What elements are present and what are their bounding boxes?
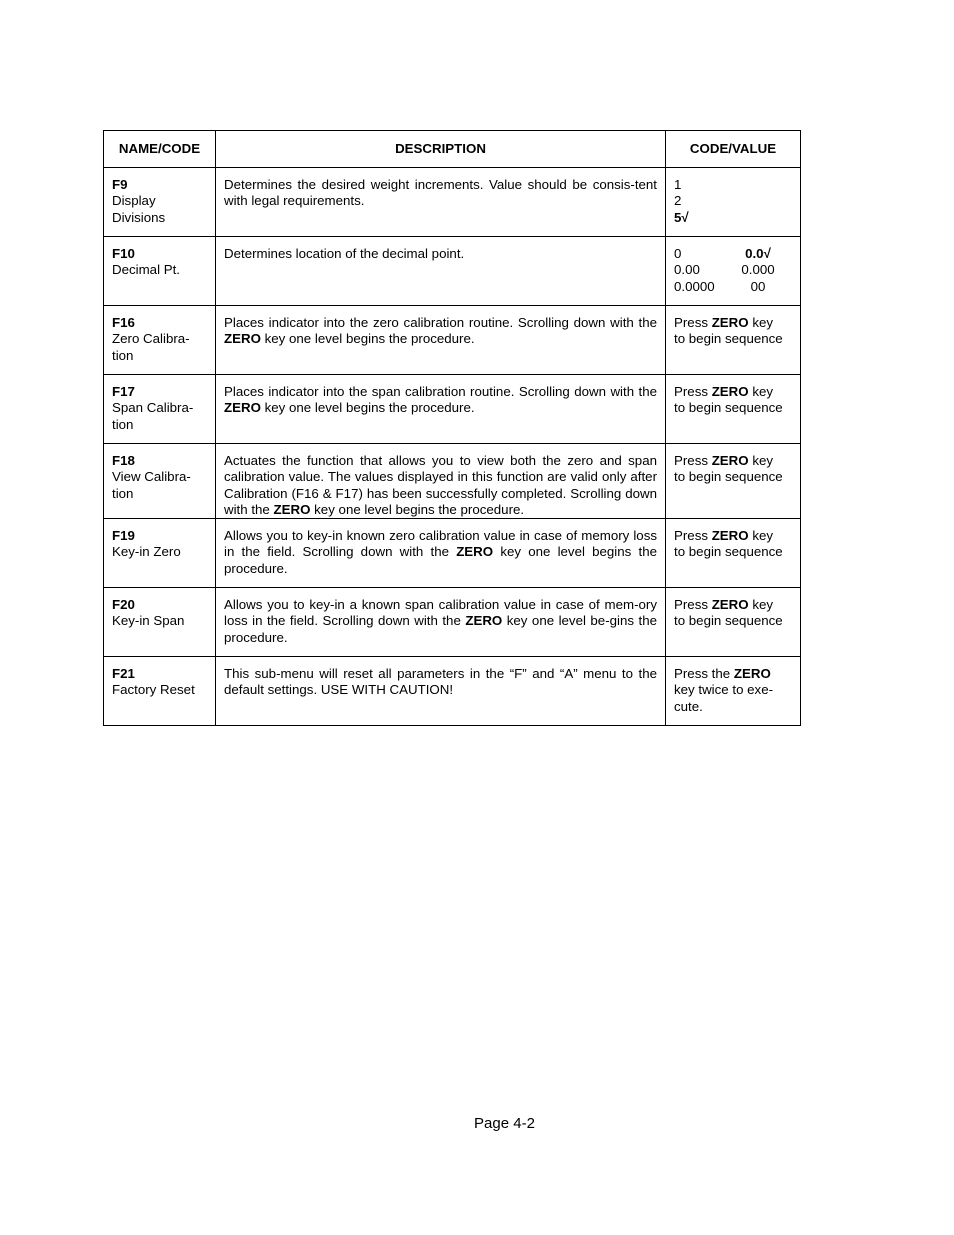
function-name: Key-in Zero xyxy=(112,544,181,560)
value-cell: Press ZERO key to begin sequence xyxy=(666,375,801,444)
value-option-default: 5√ xyxy=(674,209,689,225)
name-cell xyxy=(104,657,216,726)
function-code: F17 xyxy=(112,384,135,399)
description-cell: Allows you to key-in a known span calibration value in case of mem-ory loss in the field. Scrolling down with the ZERO key one level be-gins the procedure. xyxy=(216,588,666,657)
description-cell: Places indicator into the zero calibration routine. Scrolling down with the ZERO key one level begins the procedure. xyxy=(216,306,666,375)
function-code: F10 xyxy=(112,246,135,261)
table-row xyxy=(104,657,801,726)
value-option: 0.000 xyxy=(741,262,775,278)
table-row xyxy=(104,375,801,444)
value-cell: Press ZERO key to begin sequence xyxy=(666,444,801,519)
value-option: 2 xyxy=(674,193,682,209)
value-cell: Press ZERO key to begin sequence xyxy=(666,306,801,375)
function-name: Key-in Span xyxy=(112,613,185,629)
name-cell xyxy=(104,237,216,306)
name-cell xyxy=(104,306,216,375)
description-cell: This sub-menu will reset all parameters in the “F” and “A” menu to the default settings. USE WITH CAUTION! xyxy=(216,657,666,726)
function-code: F9 xyxy=(112,177,128,192)
description-cell: Actuates the function that allows you to view both the zero and span calibration value. The values displayed in this function are valid only after Calibration (F16 & F17) has been successfully completed. Scrolling down with the ZERO key one level begins the procedure. xyxy=(216,444,666,519)
value-cell xyxy=(666,168,801,237)
value-cell: Press the ZERO key twice to exe- cute. xyxy=(666,657,801,726)
function-name: Decimal Pt. xyxy=(112,262,180,278)
header-name-code: NAME/CODE xyxy=(104,131,216,168)
name-cell xyxy=(104,588,216,657)
value-option: 1 xyxy=(674,177,682,192)
table-row xyxy=(104,237,801,306)
page-number: Page 4-2 xyxy=(474,1115,535,1132)
table-row xyxy=(104,588,801,657)
function-code: F20 xyxy=(112,597,135,613)
description-cell: Allows you to key-in known zero calibration value in case of memory loss in the field. Scrolling down with the ZERO key one level begins the procedure. xyxy=(216,519,666,588)
table-row xyxy=(104,444,801,519)
name-cell xyxy=(104,375,216,444)
header-code-value: CODE/VALUE xyxy=(666,131,801,168)
function-name: Divisions xyxy=(112,209,166,225)
function-code: F18 xyxy=(112,453,135,468)
function-code: F21 xyxy=(112,666,135,682)
value-cell xyxy=(666,237,801,306)
value-option: 0 xyxy=(674,246,682,261)
value-option: 0.0000 xyxy=(674,278,715,294)
header-description: DESCRIPTION xyxy=(216,131,666,168)
table-row xyxy=(104,168,801,237)
function-code: F16 xyxy=(112,315,135,330)
name-cell xyxy=(104,444,216,519)
function-code: F19 xyxy=(112,528,135,544)
table-header-row xyxy=(104,131,801,168)
table-row xyxy=(104,306,801,375)
value-option: 0.00 xyxy=(674,262,700,278)
function-name: Zero Calibra- xyxy=(112,331,190,347)
value-cell: Press ZERO key to begin sequence xyxy=(666,519,801,588)
table-row xyxy=(104,519,801,588)
function-name: tion xyxy=(112,416,134,432)
function-name: tion xyxy=(112,347,134,363)
description-cell: Determines location of the decimal point. xyxy=(216,237,666,306)
function-name: Display xyxy=(112,193,156,209)
name-cell xyxy=(104,168,216,237)
value-cell: Press ZERO key to begin sequence xyxy=(666,588,801,657)
value-option: 00 xyxy=(750,278,766,294)
function-name: View Calibra- xyxy=(112,469,191,485)
function-name: tion xyxy=(112,485,134,501)
function-name: Factory Reset xyxy=(112,682,195,698)
name-cell xyxy=(104,519,216,588)
value-option-default: 0.0√ xyxy=(745,246,771,261)
parameter-table xyxy=(103,130,801,726)
function-name: Span Calibra- xyxy=(112,400,194,416)
description-cell: Places indicator into the span calibration routine. Scrolling down with the ZERO key one level begins the procedure. xyxy=(216,375,666,444)
description-cell: Determines the desired weight increments. Value should be consis-tent with legal requirements. xyxy=(216,168,666,237)
